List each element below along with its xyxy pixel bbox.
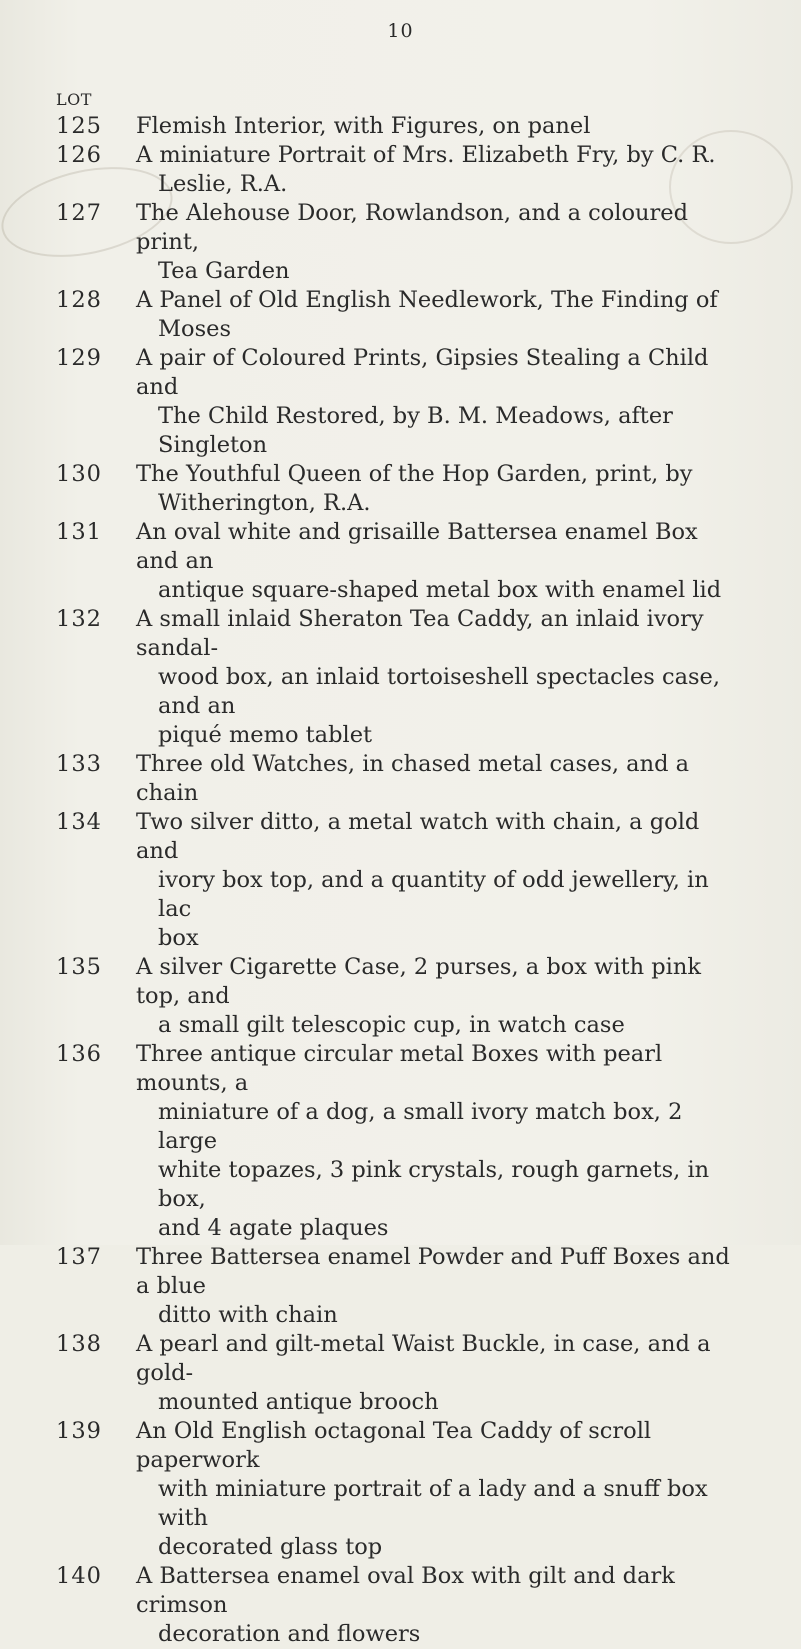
lot-description-line: A Battersea enamel oval Box with gilt and dark crimson [136,1563,675,1618]
lot-entry [0,518,801,605]
lot-description [128,1040,731,1243]
lot-description [128,1243,731,1330]
lot-number: 129 [56,345,102,371]
lot-description [128,1330,731,1417]
lot-description-line: Two silver ditto, a metal watch with chain, a gold and [136,809,700,864]
lot-description-line: Three antique circular metal Boxes with pearl mounts, a [136,1041,663,1096]
lot-description-line: Singleton [158,432,268,458]
lot-description-line: with miniature portrait of a lady and a snuff box with [158,1476,708,1531]
lot-description [128,286,731,344]
lot-entry [0,1243,801,1330]
lot-description-line: A pair of Coloured Prints, Gipsies Stealing a Child and [136,345,709,400]
lot-entry [0,1040,801,1243]
lot-description-line: antique square-shaped metal box with enamel lid [158,577,722,603]
lot-description [128,460,731,518]
lot-description-line: Tea Garden [158,258,290,284]
lot-description-line: Witherington, R.A. [158,490,371,516]
lot-description-line: The Youthful Queen of the Hop Garden, print, by [136,461,693,487]
lot-description-line: decorated glass top [158,1534,383,1560]
lot-number: 126 [56,142,102,168]
lot-description-line: A pearl and gilt-metal Waist Buckle, in case, and a gold- [136,1331,711,1386]
lot-description-line: The Alehouse Door, Rowlandson, and a coloured print, [136,200,689,255]
lot-description-line: An Old English octagonal Tea Caddy of scroll paperwork [136,1418,652,1473]
lot-description-line: A small inlaid Sheraton Tea Caddy, an inlaid ivory sandal- [136,606,704,661]
lot-entry [0,286,801,344]
lot-number: 128 [56,287,102,313]
lot-description-line: decoration and flowers [158,1621,421,1647]
lot-entry [0,1417,801,1562]
lot-entry [0,460,801,518]
lot-description-line: ditto with chain [158,1302,338,1328]
lot-number: 137 [56,1244,102,1270]
lot-description [128,605,731,750]
lot-description-line: An oval white and grisaille Battersea enamel Box and an [136,519,698,574]
lot-description-line: The Child Restored, by B. M. Meadows, after [158,403,673,429]
lot-number: 134 [56,809,102,835]
lot-description-line: Three Battersea enamel Powder and Puff Boxes and a blue [136,1244,730,1299]
lot-number: 140 [56,1563,102,1589]
lot-entry [0,199,801,286]
lot-number: 139 [56,1418,102,1444]
lot-description-line: A miniature Portrait of Mrs. Elizabeth Fry, by C. R. [136,142,716,168]
lot-number: 132 [56,606,102,632]
lot-description-line: a small gilt telescopic cup, in watch case [158,1012,625,1038]
lot-description-line: and 4 agate plaques [158,1215,389,1241]
lot-entry [0,605,801,750]
lot-description-line: Moses [158,316,231,342]
lot-entry [0,1562,801,1649]
lot-number: 136 [56,1041,102,1067]
lot-number: 125 [56,113,102,139]
lot-description [128,344,731,460]
lot-description [128,1562,731,1649]
lot-entry [0,808,801,953]
lot-entry [0,750,801,808]
lot-description [128,808,731,953]
lot-entry [0,953,801,1040]
page-number: 10 [387,20,414,42]
lot-description [128,141,731,199]
lot-description [128,750,731,808]
lot-entry [0,112,801,141]
lot-number: 135 [56,954,102,980]
lot-number: 127 [56,200,102,226]
lot-number: 133 [56,751,102,777]
lot-list [0,112,801,1649]
lot-description-line: ivory box top, and a quantity of odd jewellery, in lac [158,867,709,922]
lot-description-line: white topazes, 3 pink crystals, rough garnets, in box, [158,1157,710,1212]
lot-description [128,518,731,605]
lot-description-line: box [158,925,199,951]
lot-description-line: piqué memo tablet [158,722,373,748]
lot-entry [0,344,801,460]
lot-description [128,1417,731,1562]
lot-description-line: Three old Watches, in chased metal cases, and a chain [136,751,690,806]
lot-description-line: miniature of a dog, a small ivory match box, 2 large [158,1099,683,1154]
lot-number: 131 [56,519,102,545]
lot-description [128,953,731,1040]
lot-description-line: mounted antique brooch [158,1389,439,1415]
lot-description-line: A silver Cigarette Case, 2 purses, a box with pink top, and [136,954,701,1009]
lot-entry [0,141,801,199]
lot-column-header: LOT [56,90,92,109]
lot-description-line: wood box, an inlaid tortoiseshell spectacles case, and an [158,664,721,719]
lot-description [128,199,731,286]
lot-description [128,112,731,141]
lot-entry [0,1330,801,1417]
lot-description-line: Leslie, R.A. [158,171,288,197]
lot-description-line: Flemish Interior, with Figures, on panel [136,113,591,139]
lot-number: 130 [56,461,102,487]
lot-number: 138 [56,1331,102,1357]
lot-description-line: A Panel of Old English Needlework, The Finding of [136,287,718,313]
